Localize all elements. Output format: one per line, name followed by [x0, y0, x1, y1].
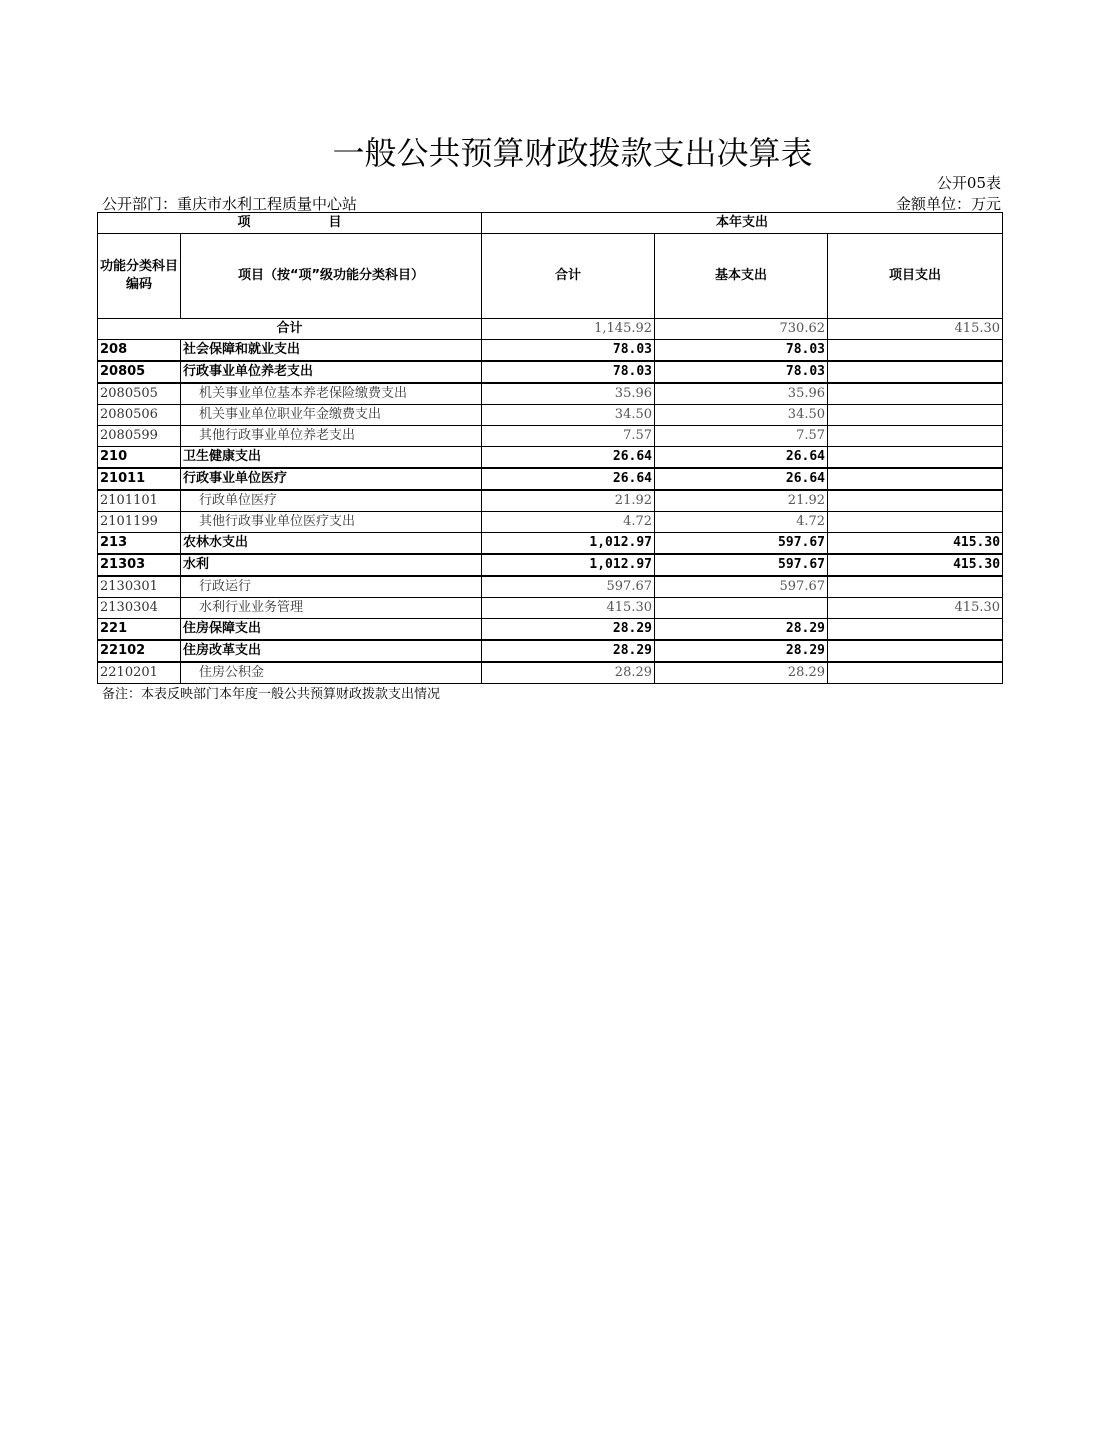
row-code: 2080599: [98, 426, 181, 447]
row-project: [828, 405, 1003, 426]
row-total: 28.29: [482, 662, 655, 684]
row-basic: 21.92: [655, 490, 828, 512]
row-name: 其他行政事业单位医疗支出: [181, 512, 482, 533]
table-row: [98, 447, 1003, 469]
row-name: 水利: [181, 554, 482, 576]
department-label: 公开部门：重庆市水利工程质量中心站: [102, 195, 358, 213]
row-basic: 4.72: [655, 512, 828, 533]
row-total: 28.29: [482, 640, 655, 662]
row-code: 2130301: [98, 576, 181, 598]
row-project: [828, 490, 1003, 512]
total-row: [98, 319, 1003, 340]
row-total: 4.72: [482, 512, 655, 533]
row-basic: 7.57: [655, 426, 828, 447]
row-basic: 26.64: [655, 468, 828, 490]
row-project: [828, 619, 1003, 641]
table-code: 公开05表: [936, 174, 1001, 192]
col-total-header: 合计: [482, 234, 655, 319]
row-name: 行政事业单位医疗: [181, 468, 482, 490]
row-total: 35.96: [482, 383, 655, 405]
row-name: 行政运行: [181, 576, 482, 598]
row-name: 机关事业单位基本养老保险缴费支出: [181, 383, 482, 405]
row-total: 1,012.97: [482, 554, 655, 576]
table-row: [98, 340, 1003, 362]
row-project: [828, 361, 1003, 383]
row-total: 7.57: [482, 426, 655, 447]
unit-label: 金额单位：万元: [895, 195, 1001, 213]
row-name: 行政单位医疗: [181, 490, 482, 512]
table-row: [98, 533, 1003, 555]
row-project: 415.30: [828, 533, 1003, 555]
table-row: [98, 512, 1003, 533]
row-total: 28.29: [482, 619, 655, 641]
table-row: [98, 468, 1003, 490]
row-project: [828, 447, 1003, 469]
table-row: [98, 405, 1003, 426]
row-project: [828, 576, 1003, 598]
row-code: 2130304: [98, 598, 181, 619]
row-project: 415.30: [828, 554, 1003, 576]
row-basic: 34.50: [655, 405, 828, 426]
row-basic: 78.03: [655, 340, 828, 362]
row-code: 2101101: [98, 490, 181, 512]
row-name: 社会保障和就业支出: [181, 340, 482, 362]
row-name: 农林水支出: [181, 533, 482, 555]
expenditure-table: [97, 212, 1003, 684]
page-title: 一般公共预算财政拨款支出决算表: [332, 134, 813, 172]
row-basic: 28.29: [655, 619, 828, 641]
row-code: 2101199: [98, 512, 181, 533]
row-code: 21303: [98, 554, 181, 576]
col-code-header: 功能分类科目编码: [98, 234, 181, 319]
row-total: 415.30: [482, 598, 655, 619]
row-project: [828, 640, 1003, 662]
table-row: [98, 598, 1003, 619]
row-basic: 35.96: [655, 383, 828, 405]
row-project: 415.30: [828, 598, 1003, 619]
row-code: 2080505: [98, 383, 181, 405]
row-name: 住房保障支出: [181, 619, 482, 641]
row-project: [828, 426, 1003, 447]
row-project: [828, 512, 1003, 533]
table-row: [98, 361, 1003, 383]
total-label: 合计: [98, 319, 482, 340]
table-row: [98, 426, 1003, 447]
row-project: [828, 340, 1003, 362]
row-code: 22102: [98, 640, 181, 662]
row-project: [828, 468, 1003, 490]
row-code: 20805: [98, 361, 181, 383]
row-name: 机关事业单位职业年金缴费支出: [181, 405, 482, 426]
row-code: 2080506: [98, 405, 181, 426]
row-total: 26.64: [482, 447, 655, 469]
table-row: [98, 619, 1003, 641]
row-name: 住房公积金: [181, 662, 482, 684]
row-name: 水利行业业务管理: [181, 598, 482, 619]
row-name: 住房改革支出: [181, 640, 482, 662]
project-value: 415.30: [828, 319, 1003, 340]
row-code: 2210201: [98, 662, 181, 684]
row-total: 1,012.97: [482, 533, 655, 555]
row-total: 78.03: [482, 340, 655, 362]
footnote: 备注：本表反映部门本年度一般公共预算财政拨款支出情况: [102, 687, 441, 702]
row-project: [828, 662, 1003, 684]
row-basic: 26.64: [655, 447, 828, 469]
col-project-header: 项目支出: [828, 234, 1003, 319]
table-row: [98, 554, 1003, 576]
row-project: [828, 383, 1003, 405]
row-basic: 597.67: [655, 533, 828, 555]
row-basic: 78.03: [655, 361, 828, 383]
table-row: [98, 640, 1003, 662]
row-code: 221: [98, 619, 181, 641]
table-row: [98, 383, 1003, 405]
table-row: [98, 576, 1003, 598]
row-basic: 28.29: [655, 662, 828, 684]
col-name-header: 项目（按“项”级功能分类科目）: [181, 234, 482, 319]
header-year: 本年支出: [482, 213, 1003, 234]
row-total: 597.67: [482, 576, 655, 598]
table-row: [98, 662, 1003, 684]
row-name: 卫生健康支出: [181, 447, 482, 469]
row-name: 行政事业单位养老支出: [181, 361, 482, 383]
row-total: 34.50: [482, 405, 655, 426]
row-code: 21011: [98, 468, 181, 490]
col-basic-header: 基本支出: [655, 234, 828, 319]
row-total: 21.92: [482, 490, 655, 512]
row-code: 208: [98, 340, 181, 362]
row-basic: 597.67: [655, 576, 828, 598]
row-total: 26.64: [482, 468, 655, 490]
row-basic: 597.67: [655, 554, 828, 576]
row-basic: [655, 598, 828, 619]
header-item: 项 目: [98, 213, 482, 234]
basic-value: 730.62: [655, 319, 828, 340]
table-row: [98, 490, 1003, 512]
row-code: 213: [98, 533, 181, 555]
row-total: 78.03: [482, 361, 655, 383]
total-value: 1,145.92: [482, 319, 655, 340]
row-basic: 28.29: [655, 640, 828, 662]
row-code: 210: [98, 447, 181, 469]
row-name: 其他行政事业单位养老支出: [181, 426, 482, 447]
